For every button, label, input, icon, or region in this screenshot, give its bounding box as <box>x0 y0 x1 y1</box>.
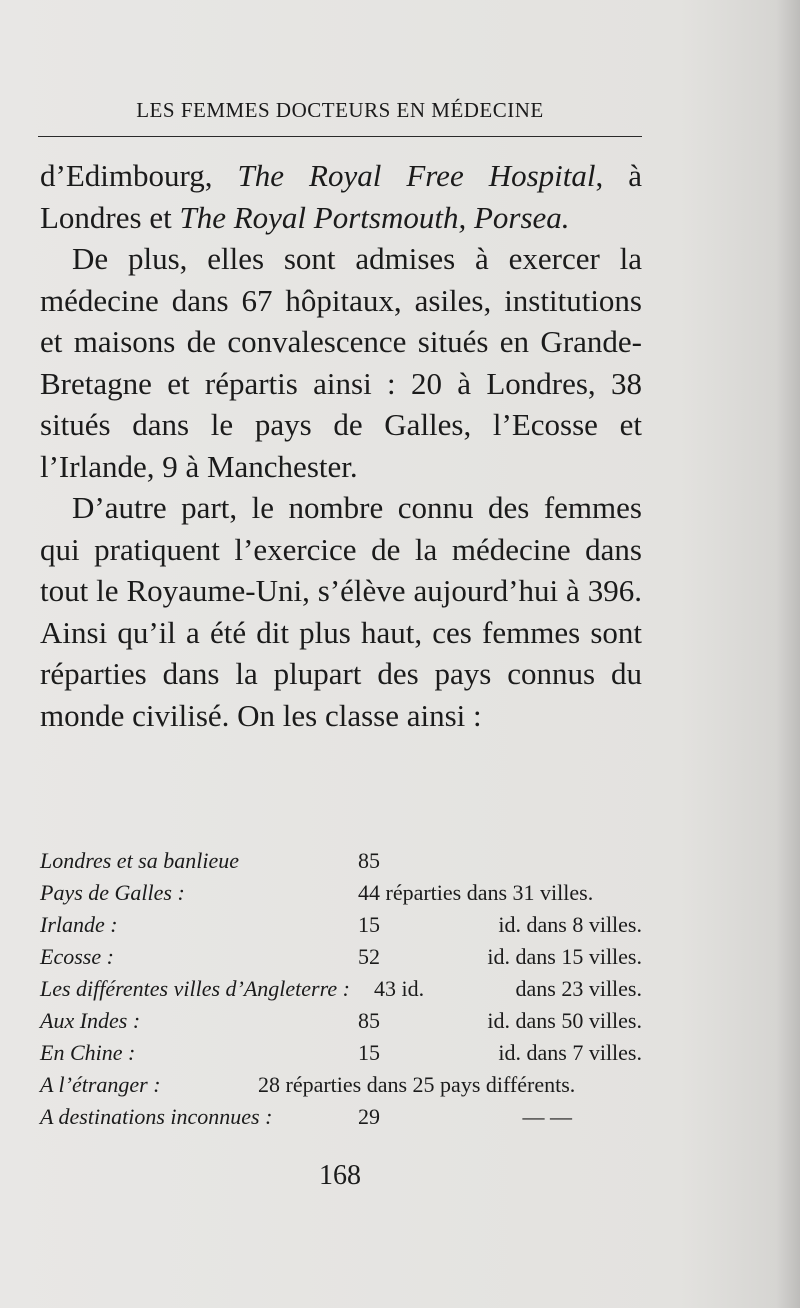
listing-detail: id. dans 15 villes. <box>487 944 642 969</box>
listing-place: En Chine : <box>40 1040 136 1065</box>
listing-row <box>40 909 642 941</box>
p1-italic-2: The Royal Portsmouth, Porsea. <box>179 199 570 235</box>
p1-text-2: , à Londres et <box>40 158 643 235</box>
listing-place: Les différentes villes d’Angleterre : <box>40 976 350 1001</box>
body-text <box>40 155 642 736</box>
listing-count: 15 <box>358 1040 380 1065</box>
paragraph-2: De plus, elles sont admises à exercer la médecine dans 67 hôpitaux, asiles, institutions et maisons de convalescence situés en Grande-Bretagne et répartis ainsi : 20 à Londres, 38 situés dans le pays de Galles, l’Ecosse et l’Irlande, 9 à Manchester. <box>40 241 642 484</box>
paragraph-1 <box>40 155 642 238</box>
listing-place: Aux Indes : <box>40 1008 141 1033</box>
listing-count: 44 réparties dans 31 villes. <box>358 880 594 905</box>
listing-detail: id. dans 7 villes. <box>498 1040 642 1065</box>
listing-count: 15 <box>358 912 380 937</box>
listing-row <box>40 1101 642 1133</box>
header-rule <box>38 136 642 137</box>
listing-count: 52 <box>358 944 380 969</box>
listing-place: Irlande : <box>40 912 118 937</box>
listing-row <box>40 1037 642 1069</box>
paragraph-3: D’autre part, le nombre connu des femmes qui pratiquent l’exercice de la médecine dans tout le Royaume-Uni, s’élève aujourd’hui à 396. Ainsi qu’il a été dit plus haut, ces femmes sont réparties dans la plupart des pays connus du monde civilisé. On les classe ainsi : <box>40 490 642 733</box>
listing-detail: — — <box>522 1104 572 1129</box>
page-number: 168 <box>319 1160 361 1191</box>
listing-detail: dans 23 villes. <box>515 976 642 1001</box>
listing-count: 85 <box>358 848 380 873</box>
listing-row <box>40 845 642 877</box>
listing-count: 28 réparties dans 25 pays différents. <box>258 1072 576 1097</box>
p1-italic-1: The Royal Free Hospital <box>237 158 596 193</box>
running-head: LES FEMMES DOCTEURS EN MÉDECINE <box>136 98 544 122</box>
distribution-listing <box>40 845 642 1133</box>
listing-count: 43 id. <box>374 976 425 1001</box>
listing-count: 29 <box>358 1104 380 1129</box>
listing-row <box>40 1069 642 1101</box>
listing-place: Pays de Galles : <box>40 880 185 905</box>
listing-row <box>40 973 642 1005</box>
listing-detail: id. dans 8 villes. <box>498 912 642 937</box>
listing-row <box>40 1005 642 1037</box>
listing-place: Ecosse : <box>40 944 114 969</box>
listing-place: A destinations inconnues : <box>40 1104 273 1129</box>
p1-text-1: d’Edimbourg, <box>40 158 238 193</box>
listing-row <box>40 877 642 909</box>
listing-place: Londres et sa banlieue <box>40 848 239 873</box>
listing-place: A l’étranger : <box>40 1072 161 1097</box>
listing-row <box>40 941 642 973</box>
listing-count: 85 <box>358 1008 380 1033</box>
listing-detail: id. dans 50 villes. <box>487 1008 642 1033</box>
